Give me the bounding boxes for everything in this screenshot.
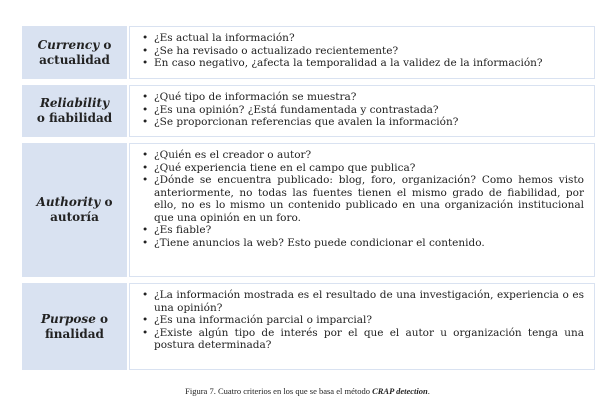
criteria-row-authority — [22, 143, 595, 277]
list-item: • ¿Qué tipo de información se muestra? — [140, 91, 584, 104]
list-item: • ¿La información mostrada es el resultado de una investigación, experiencia o es una opinión? — [140, 289, 584, 314]
criterion-questions — [129, 283, 595, 370]
list-item: • ¿Existe algún tipo de interés por el que el autor u organización tenga una postura determinada? — [140, 327, 584, 352]
caption-prefix: Figura 7. Cuatro criterios en los que se basa el método — [185, 386, 373, 396]
criteria-row-reliability — [22, 85, 595, 137]
criteria-row-purpose — [22, 283, 595, 370]
criterion-name-en: Authority — [36, 195, 101, 209]
caption-emphasis: CRAP detection — [372, 386, 428, 396]
criteria-table — [22, 26, 595, 376]
criterion-name-en: Reliability — [39, 96, 110, 110]
list-item: • En caso negativo, ¿afecta la temporalidad a la validez de la información? — [140, 57, 584, 70]
criterion-name-es: actualidad — [39, 52, 110, 67]
criterion-label — [22, 26, 127, 79]
criterion-name-es: o fiabilidad — [36, 111, 113, 125]
figure-caption — [0, 386, 615, 396]
criterion-conj: o — [100, 311, 109, 326]
criteria-row-currency — [22, 26, 595, 79]
list-item: • ¿Qué experiencia tiene en el campo que publica? — [140, 162, 584, 175]
caption-suffix: . — [427, 386, 430, 396]
criterion-questions — [129, 26, 595, 79]
criterion-name-en: Currency — [37, 37, 100, 52]
criterion-name-es: autoría — [50, 210, 99, 224]
criterion-conj: o — [103, 37, 112, 52]
list-item: • ¿Dónde se encuentra publicado: blog, foro, organización? Como hemos visto anteriormente, no todas las fuentes tienen el mismo grado de fiabilidad, por ello, no es lo mismo un contenido publicado en una organización institucional que una opinión en un foro. — [140, 174, 584, 224]
criterion-conj: o — [104, 195, 113, 209]
list-item: • ¿Se ha revisado o actualizado recientemente? — [140, 45, 584, 58]
criterion-label — [22, 85, 127, 137]
list-item: • ¿Se proporcionan referencias que avalen la información? — [140, 116, 584, 129]
list-item: • ¿Tiene anuncios la web? Esto puede condicionar el contenido. — [140, 237, 584, 250]
list-item: • ¿Es actual la información? — [140, 32, 584, 45]
list-item: • ¿Es una opinión? ¿Está fundamentada y contrastada? — [140, 104, 584, 117]
criterion-questions — [129, 143, 595, 277]
list-item: • ¿Es una información parcial o imparcial? — [140, 314, 584, 327]
criterion-label — [22, 143, 127, 277]
criterion-name-es: finalidad — [45, 326, 104, 341]
criterion-label — [22, 283, 127, 370]
criterion-name-en: Purpose — [40, 311, 96, 326]
list-item: • ¿Quién es el creador o autor? — [140, 149, 584, 162]
criterion-questions — [129, 85, 595, 137]
list-item: • ¿Es fiable? — [140, 224, 584, 237]
